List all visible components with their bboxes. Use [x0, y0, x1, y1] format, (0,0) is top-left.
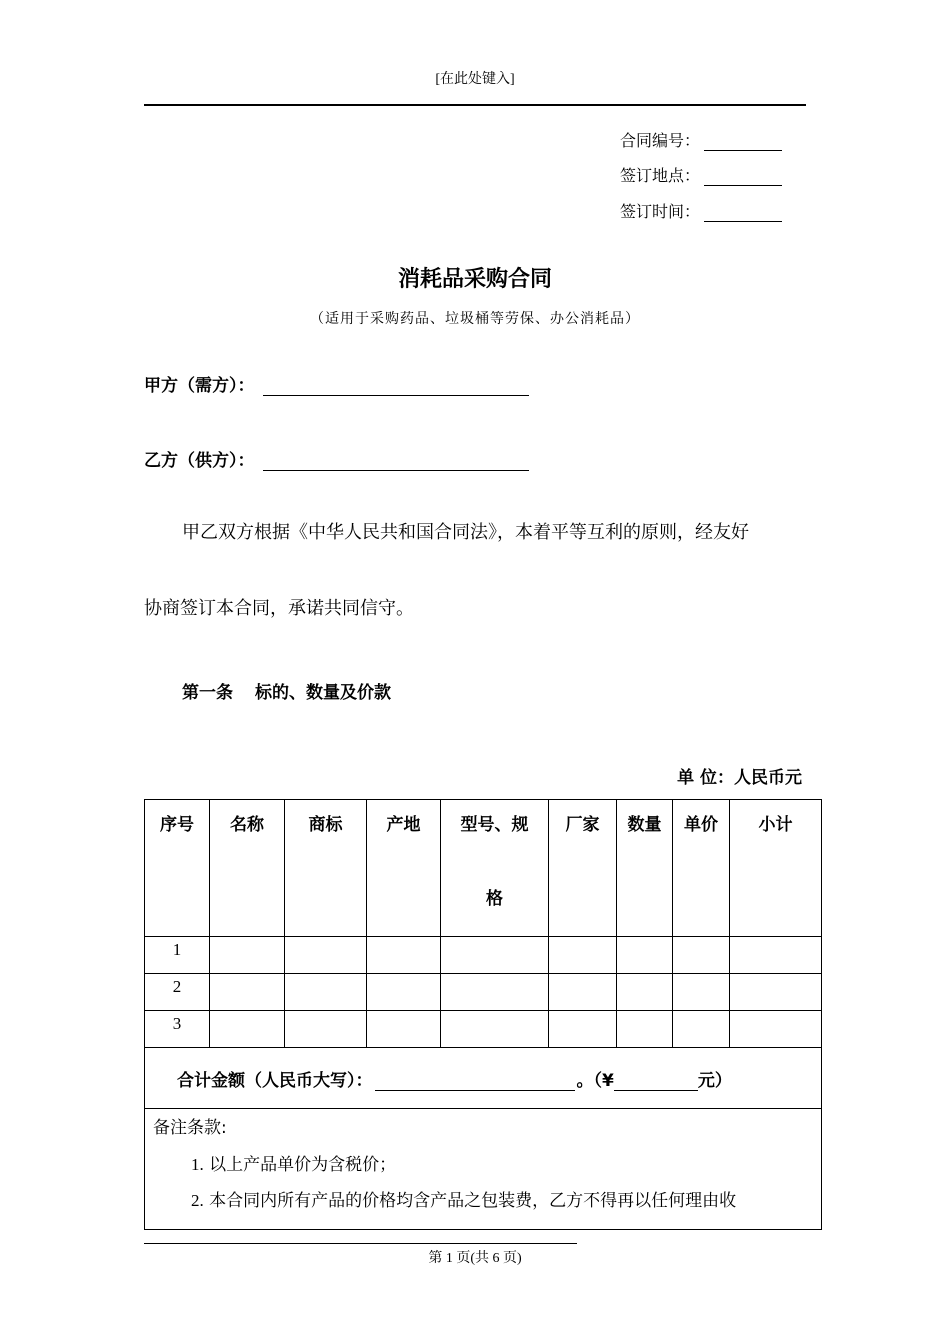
cell-price[interactable]: [673, 937, 730, 974]
sign-place-label: 签订地点：: [620, 166, 701, 185]
cell-name[interactable]: [210, 937, 285, 974]
party-b-label: 乙方（供方）：: [144, 451, 255, 471]
page-number: 第 1 页(共 6 页): [428, 1251, 522, 1266]
remark-item: [153, 1154, 813, 1176]
remark-text: 以上产品单价为含税价；: [209, 1155, 397, 1175]
total-amount-unit: 元）: [697, 1070, 732, 1091]
contract-number-row: [620, 128, 782, 151]
table-row: [145, 974, 822, 1011]
page-header: [在此处键入]: [435, 72, 515, 87]
col-seq: 序号: [145, 800, 210, 937]
cell-subtotal[interactable]: [730, 937, 822, 974]
cell-model[interactable]: [441, 937, 549, 974]
cell-subtotal[interactable]: [730, 974, 822, 1011]
table-header-row: [145, 800, 822, 937]
header-divider: [144, 104, 806, 106]
col-origin: 产地: [367, 800, 441, 937]
cell-maker[interactable]: [549, 1011, 617, 1048]
col-maker: 厂家: [549, 800, 617, 937]
table-row: [145, 1011, 822, 1048]
row-number: 2: [145, 974, 210, 1011]
document-title: 消耗品采购合同: [397, 267, 552, 292]
cell-maker[interactable]: [549, 974, 617, 1011]
remark-item: [153, 1190, 813, 1212]
cell-price[interactable]: [673, 974, 730, 1011]
cell-qty[interactable]: [617, 937, 673, 974]
col-subtotal: 小计: [730, 800, 822, 937]
party-a-label: 甲方（需方）：: [144, 376, 255, 396]
total-amount-cell: [145, 1048, 822, 1109]
cell-qty[interactable]: [617, 974, 673, 1011]
cell-name[interactable]: [210, 1011, 285, 1048]
cell-origin[interactable]: [367, 937, 441, 974]
remark-number: 2.: [191, 1191, 204, 1210]
sign-time-row: [620, 199, 782, 222]
items-table: [144, 799, 822, 1230]
party-a-row: [144, 371, 529, 396]
cell-brand[interactable]: [285, 937, 367, 974]
article-1-title: 标的、数量及价款: [255, 683, 391, 703]
col-model: 型号、规 格: [441, 800, 549, 937]
total-amount-period: 。（¥: [576, 1070, 614, 1091]
sign-time-label: 签订时间：: [620, 202, 701, 221]
col-price: 单价: [673, 800, 730, 937]
sign-time-blank[interactable]: [704, 205, 782, 222]
col-qty: 数量: [617, 800, 673, 937]
total-amount-words-blank[interactable]: [375, 1072, 575, 1091]
article-1-number: 第一条: [182, 683, 233, 703]
cell-origin[interactable]: [367, 1011, 441, 1048]
table-row: [145, 937, 822, 974]
sign-place-blank[interactable]: [704, 169, 782, 186]
cell-name[interactable]: [210, 974, 285, 1011]
col-brand: 商标: [285, 800, 367, 937]
remark-number: 1.: [191, 1155, 204, 1174]
contract-number-label: 合同编号：: [620, 131, 701, 150]
party-b-blank[interactable]: [263, 452, 529, 471]
cell-origin[interactable]: [367, 974, 441, 1011]
total-row: [145, 1048, 822, 1109]
party-b-row: [144, 446, 529, 471]
intro-paragraph-line2: 协商签订本合同，承诺共同信守。: [144, 598, 414, 619]
currency-unit: 单 位：人民币元: [677, 768, 802, 788]
cell-brand[interactable]: [285, 974, 367, 1011]
party-a-blank[interactable]: [263, 377, 529, 396]
cell-qty[interactable]: [617, 1011, 673, 1048]
cell-price[interactable]: [673, 1011, 730, 1048]
total-amount-label: 合计金额（人民币大写）：: [177, 1070, 373, 1091]
remarks-row: [145, 1109, 822, 1230]
row-number: 3: [145, 1011, 210, 1048]
row-number: 1: [145, 937, 210, 974]
remark-text: 本合同内所有产品的价格均含产品之包装费，乙方不得再以任何理由收: [209, 1191, 737, 1211]
cell-model[interactable]: [441, 1011, 549, 1048]
document-subtitle: （适用于采购药品、垃圾桶等劳保、办公消耗品）: [310, 311, 640, 327]
footer-divider: [144, 1243, 577, 1244]
sign-place-row: [620, 163, 782, 186]
remarks-cell: [145, 1109, 822, 1230]
intro-paragraph-line1: 甲乙双方根据《中华人民共和国合同法》，本着平等互利的原则，经友好: [182, 522, 749, 543]
article-1-heading: [182, 678, 391, 703]
cell-subtotal[interactable]: [730, 1011, 822, 1048]
total-amount-figure-blank[interactable]: [614, 1072, 698, 1091]
contract-number-blank[interactable]: [704, 134, 782, 151]
cell-brand[interactable]: [285, 1011, 367, 1048]
cell-model[interactable]: [441, 974, 549, 1011]
remarks-title: 备注条款:: [153, 1118, 227, 1138]
col-name: 名称: [210, 800, 285, 937]
cell-maker[interactable]: [549, 937, 617, 974]
